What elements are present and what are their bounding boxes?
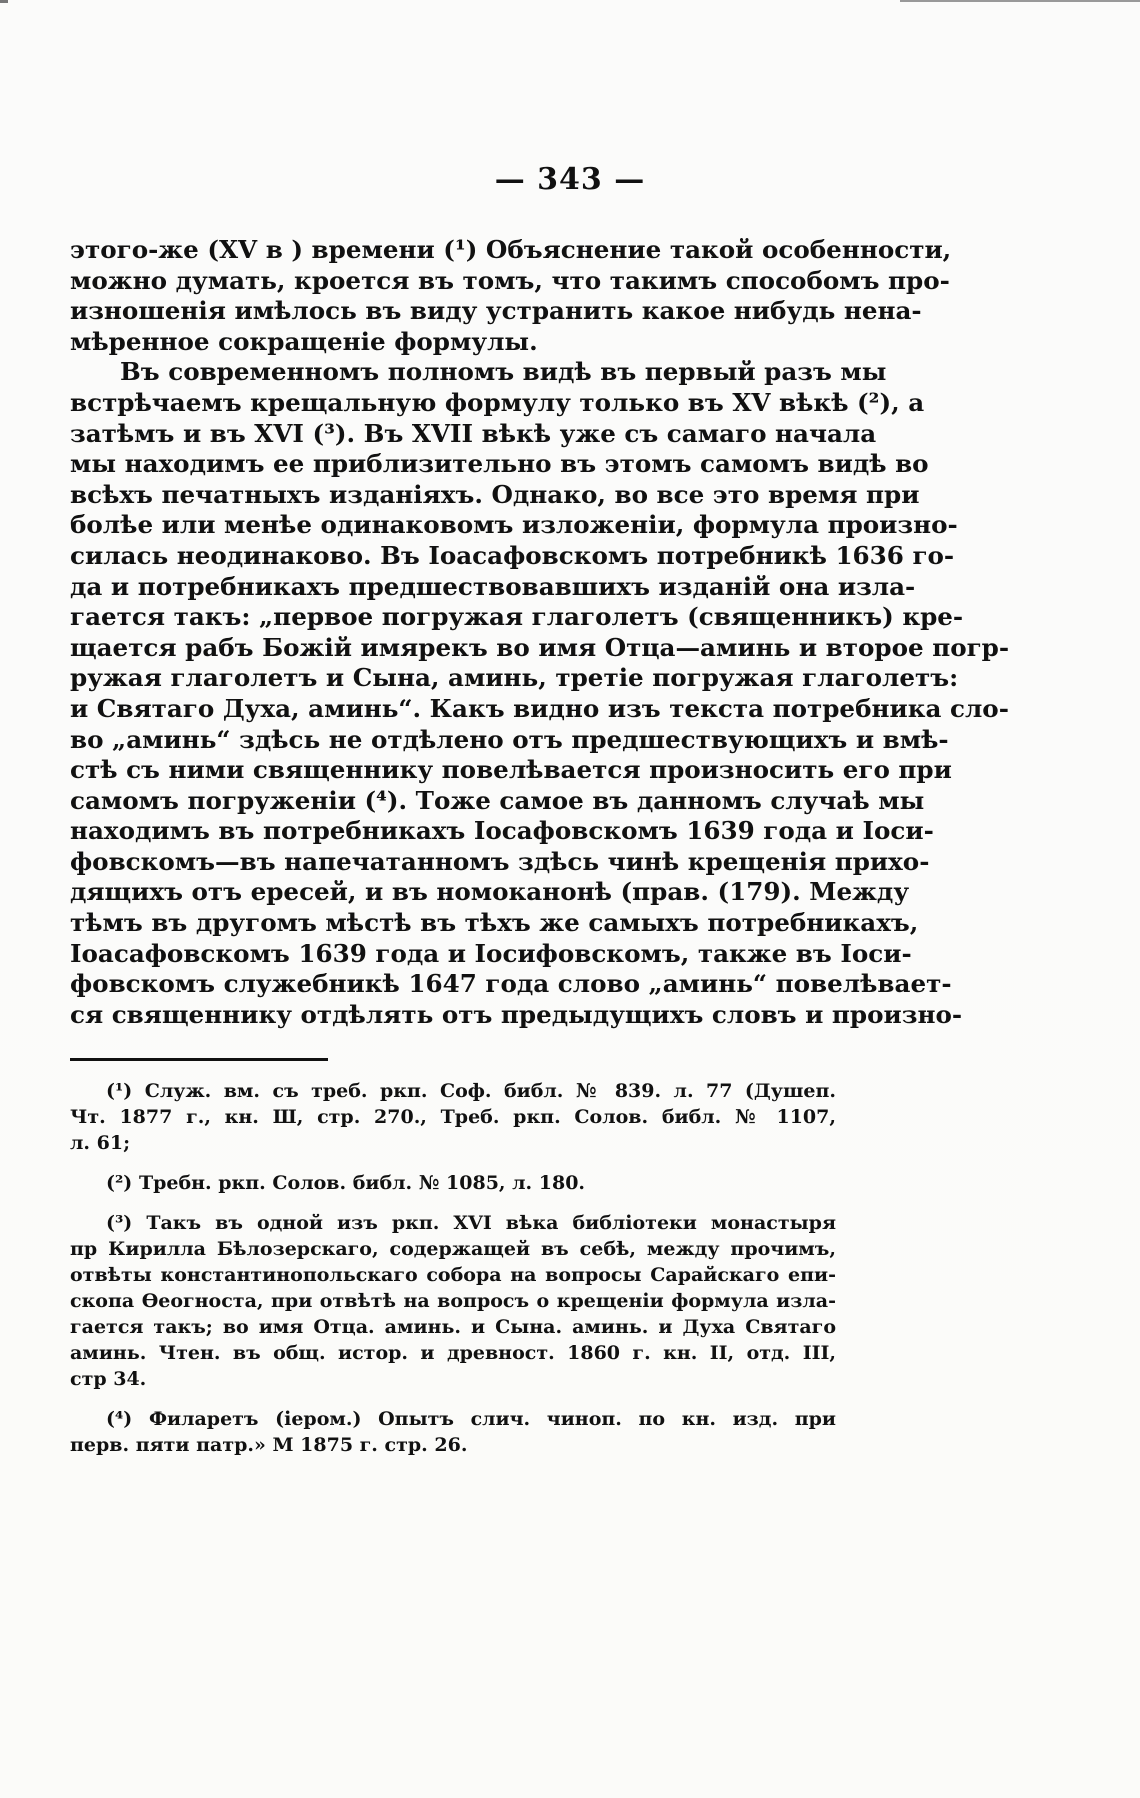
footnote-line: скопа Ѳеогноста, при отвѣтѣ на вопросъ о крещеніи формула изла- (70, 1290, 836, 1312)
text-line: фовскомъ служебникѣ 1647 года слово „аминь“ повелѣвает- (70, 969, 952, 999)
footnote-4 (70, 1406, 836, 1458)
scan-edge-mark (0, 0, 8, 3)
text-line: гается такъ: „первое погружая глаголетъ (священникъ) кре- (70, 602, 964, 632)
footnote-marker: (²) (106, 1172, 133, 1194)
footnote-line (70, 1078, 836, 1104)
body-text (70, 235, 1010, 1030)
footnote-text: Требн. ркп. Солов. библ. № 1085, л. 180. (138, 1172, 586, 1194)
footnote-line (70, 1170, 836, 1196)
text-line: дящихъ отъ ересей, и въ номоканонѣ (прав. (179). Между (70, 877, 910, 907)
footnote-text: Филаретъ (іером.) Опытъ слич. чиноп. по кн. изд. при (148, 1408, 836, 1430)
text-line: болѣе или менѣе одинаковомъ изложеніи, формула произно- (70, 510, 958, 540)
text-line: встрѣчаемъ крещальную формулу только въ XV вѣкѣ (²), а (70, 387, 925, 417)
text-line: стѣ съ ними священнику повелѣвается произносить его при (70, 755, 952, 785)
text-line: изношенія имѣлось въ виду устранить какое нибудь нена- (70, 296, 922, 326)
text-line: находимъ въ потребникахъ Іосафовскомъ 1639 года и Іоси- (70, 816, 934, 846)
footnote-line: перв. пяти патр.» М 1875 г. стр. 26. (70, 1434, 468, 1456)
text-line: щается рабъ Божій имярекъ во имя Отца—аминь и второе погр- (70, 632, 1010, 662)
footnote-marker: (⁴) (106, 1408, 133, 1430)
text-line: и Святаго Духа, аминь“. Какъ видно изъ текста потребника сло- (70, 693, 1009, 723)
footnote-text: Служ. вм. съ треб. ркп. Соф. библ. № 839. л. 77 (Душеп. (144, 1080, 836, 1102)
footnote-line: л. 61; (70, 1132, 131, 1154)
text-line: ружая глаголетъ и Сына, аминь, третіе погружая глаголетъ: (70, 663, 959, 693)
footnote-1 (70, 1078, 836, 1156)
footnote-line: отвѣты константинопольскаго собора на вопросы Сарайскаго епи- (70, 1264, 836, 1286)
text-line: Въ современномъ полномъ видѣ въ первый разъ мы (120, 357, 887, 387)
text-line: фовскомъ—въ напечатанномъ здѣсь чинѣ крещенія прихо- (70, 846, 930, 876)
text-line: мы находимъ ее приблизительно въ этомъ самомъ видѣ во (70, 449, 929, 479)
text-line: да и потребникахъ предшествовавшихъ изданій она излa- (70, 571, 916, 601)
text-line: самомъ погруженіи (⁴). Тоже самое въ данномъ случаѣ мы (70, 785, 925, 815)
text-line: этого-же (XV в ) времени (¹) Объяснение такой особенности, (70, 235, 952, 264)
scan-edge-mark (900, 0, 1140, 2)
text-line: всѣхъ печатныхъ изданіяхъ. Однако, во все это время при (70, 479, 920, 509)
footnote-line: аминь. Чтен. въ общ. истор. и древност. 1860 г. кн. II, отд. III, (70, 1342, 836, 1364)
text-line: мѣренное сокращеніе формулы. (70, 326, 538, 356)
text-line: тѣмъ въ другомъ мѣстѣ въ тѣхъ же самыхъ потребникахъ, (70, 908, 919, 938)
footnotes (70, 1078, 836, 1472)
footnote-line (70, 1406, 836, 1432)
footnote-2 (70, 1170, 836, 1196)
text-line: во „аминь“ здѣсь не отдѣлено отъ предшествующихъ и вмѣ- (70, 724, 949, 754)
footnote-line: гается такъ; во имя Отца. аминь. и Сына. аминь. и Духа Святаго (70, 1316, 836, 1338)
text-line: ся священнику отдѣлять отъ предыдущихъ словъ и произно- (70, 999, 963, 1029)
footnote-line: стр 34. (70, 1368, 147, 1390)
text-line: можно думать, кроется въ томъ, что такимъ способомъ про- (70, 265, 950, 295)
footnote-line: пр Кирилла Бѣлозерскаго, содержащей въ себѣ, между прочимъ, (70, 1238, 836, 1260)
footnote-text: Такъ въ одной изъ ркп. XVI вѣка библіотеки монастыря (146, 1212, 836, 1234)
footnote-line (70, 1210, 836, 1236)
footnote-3 (70, 1210, 836, 1392)
footnote-line: Чт. 1877 г., кн. Ш, стр. 270., Треб. ркп. Солов. библ. № 1107, (70, 1106, 836, 1128)
footnote-marker: (³) (106, 1212, 133, 1234)
text-line: силась неодинаково. Въ Іоасафовскомъ потребникѣ 1636 го- (70, 540, 955, 570)
footnote-marker: (¹) (106, 1080, 133, 1102)
page-number: — 343 — (494, 162, 646, 197)
text-line: затѣмъ и въ XVI (³). Въ XVII вѣкѣ уже съ самаго начала (70, 418, 877, 448)
text-line: Іоасафовскомъ 1639 года и Іосифовскомъ, также въ Іоси- (70, 938, 912, 968)
footnote-separator (70, 1058, 328, 1061)
